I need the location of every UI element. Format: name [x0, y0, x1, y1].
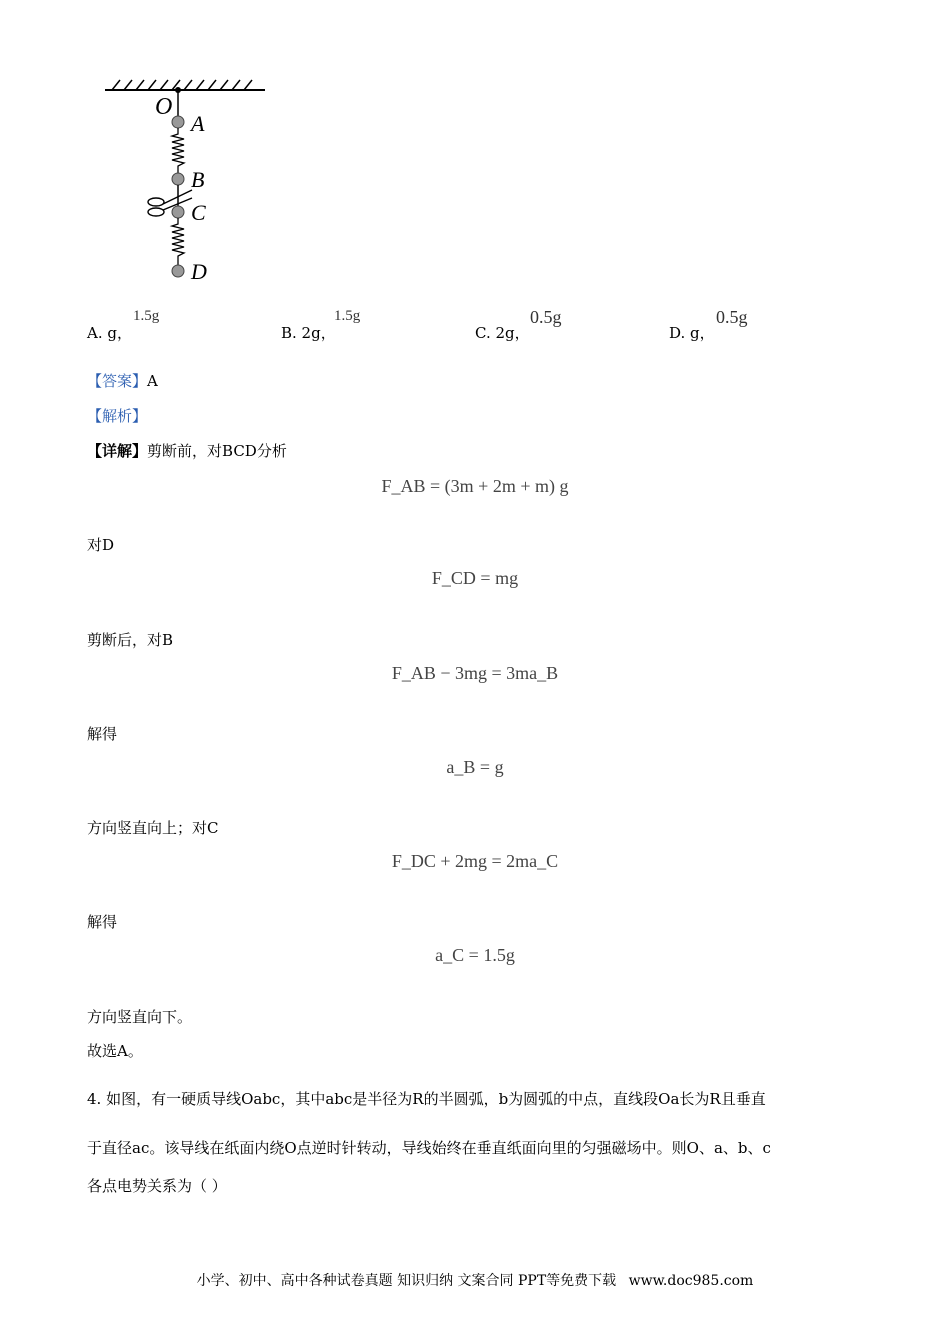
scissors-icon	[148, 190, 192, 216]
option-d-value: 0.5g	[716, 307, 748, 327]
spring-ab	[172, 128, 184, 174]
label-b: B	[191, 167, 205, 192]
label-o: O	[155, 94, 173, 120]
ceiling-hatch	[112, 80, 252, 90]
option-c	[475, 322, 530, 343]
option-c-label: C. 2g，	[475, 324, 530, 342]
step-5-text: 方向竖直向上；对C	[87, 819, 219, 837]
answer-value: A	[147, 372, 158, 390]
option-d	[669, 322, 715, 343]
ball-d	[172, 265, 184, 277]
answer-tag: 【答案】	[87, 372, 148, 390]
formula-1: F_AB = (3m + 2m + m) g	[381, 476, 569, 496]
option-a-value: 1.5g	[133, 308, 160, 324]
page-footer	[0, 1270, 950, 1290]
spring-cd	[172, 218, 184, 266]
formula-3: F_AB − 3mg = 3ma_B	[391, 663, 559, 683]
footer-text: 小学、初中、高中各种试卷真题 知识归纳 文案合同 PPT等免费下载	[196, 1273, 617, 1289]
label-a: A	[191, 111, 205, 136]
question4-line3: 各点电势关系为（ ）	[87, 1177, 227, 1195]
question4-line1: 4. 如图，有一硬质导线Oabc，其中abc是半径为R的半圆弧，b为圆弧的中点，直线段Oa长为R且垂直	[87, 1090, 766, 1108]
step-6-text: 解得	[87, 913, 118, 931]
step-2-text: 对D	[87, 536, 115, 554]
ball-c	[172, 206, 184, 218]
spring-diagram	[100, 78, 280, 288]
footer-url[interactable]: www.doc985.com	[628, 1273, 754, 1289]
option-c-value: 0.5g	[530, 307, 562, 327]
formula-2: F_CD = mg	[431, 568, 519, 588]
option-b-label: B. 2g，	[281, 324, 336, 342]
step-8-text: 故选A。	[87, 1042, 143, 1060]
formula-6: a_C = 1.5g	[435, 945, 515, 965]
step-3-text: 剪断后，对B	[87, 631, 174, 649]
question4-line2: 于直径ac。该导线在纸面内绕O点逆时针转动，导线始终在垂直纸面向里的匀强磁场中。则O、a、b、c	[87, 1139, 771, 1157]
label-c: C	[191, 200, 206, 225]
detail-line	[87, 440, 287, 461]
option-a	[87, 322, 132, 343]
detail-text: 剪断前，对BCD分析	[147, 442, 287, 460]
detail-tag: 【详解】	[87, 442, 148, 460]
label-d: D	[191, 259, 207, 284]
formula-5: F_DC + 2mg = 2ma_C	[391, 851, 559, 871]
option-b	[281, 322, 336, 343]
option-b-value: 1.5g	[334, 308, 361, 324]
formula-4: a_B = g	[446, 757, 504, 777]
option-d-label: D. g，	[669, 324, 715, 342]
ball-a	[172, 116, 184, 128]
step-4-text: 解得	[87, 725, 118, 743]
answer-line	[87, 370, 158, 391]
ball-b	[172, 173, 184, 185]
option-a-label: A. g，	[87, 324, 132, 342]
step-7-text: 方向竖直向下。	[87, 1008, 193, 1026]
analysis-tag: 【解析】	[87, 407, 148, 425]
